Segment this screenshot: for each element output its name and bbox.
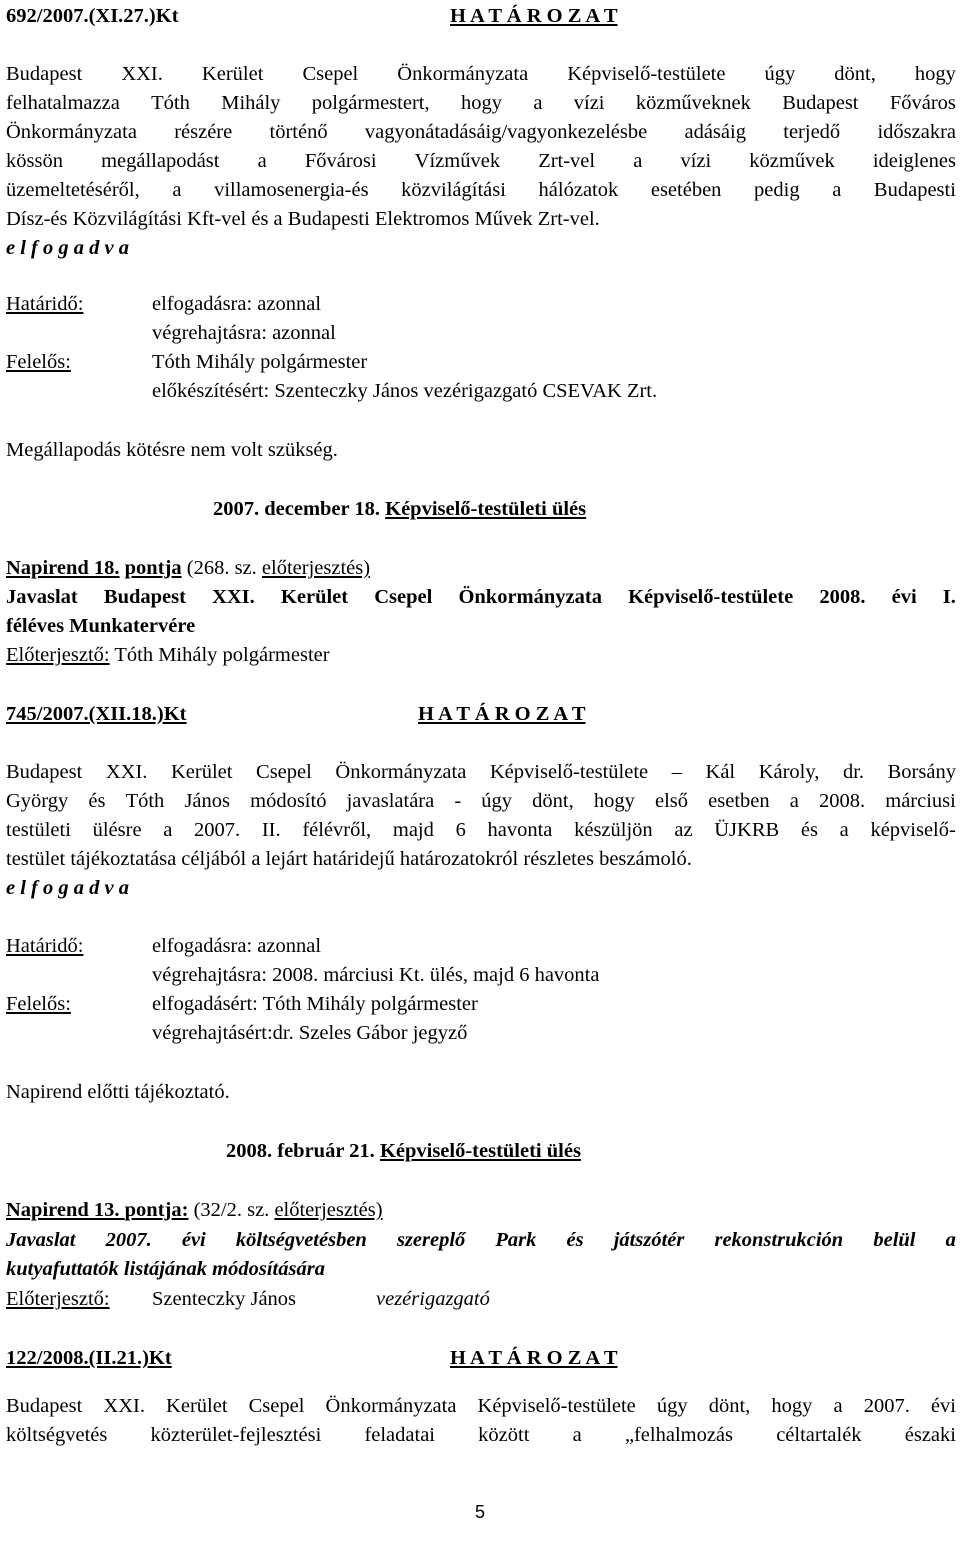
word: 2007. bbox=[863, 1395, 910, 1417]
word: a bbox=[945, 1229, 956, 1251]
resolution-number: 745/2007.(XII.18.)Kt bbox=[6, 703, 187, 725]
word: XXI. bbox=[212, 586, 255, 608]
word: a bbox=[839, 819, 849, 841]
word: Budapest bbox=[6, 761, 83, 783]
agenda-line bbox=[6, 558, 370, 579]
word: Javaslat bbox=[6, 1229, 76, 1251]
word: vagyonátadásáig/vagyonkezelésbe bbox=[364, 121, 648, 143]
resolution-title: H A T Á R O Z A T bbox=[450, 5, 618, 27]
word: képviselő- bbox=[870, 819, 956, 841]
word: hogy bbox=[914, 63, 956, 85]
proposal-title-line: féléves Munkatervére bbox=[6, 615, 196, 637]
note: Napirend előtti tájékoztató. bbox=[6, 1081, 230, 1103]
session-title: Képviselő-testületi ülés bbox=[385, 498, 587, 520]
word: hogy bbox=[593, 790, 635, 812]
word: dr. bbox=[842, 761, 865, 783]
word: pedig bbox=[754, 179, 800, 201]
word: megállapodást bbox=[101, 150, 220, 172]
word: és bbox=[566, 1229, 584, 1251]
word: a bbox=[633, 150, 643, 172]
word: belül bbox=[873, 1229, 916, 1251]
word: - bbox=[454, 790, 462, 812]
accepted-mark: e l f o g a d v a bbox=[6, 877, 129, 899]
agenda-ref: (268. sz. bbox=[181, 557, 262, 579]
agenda-item: Napirend 13. bbox=[6, 1199, 125, 1221]
word: Csepel bbox=[248, 1395, 305, 1417]
word: esetben bbox=[708, 790, 770, 812]
word: vízi bbox=[573, 92, 605, 114]
word: Önkormányzata bbox=[325, 1395, 457, 1417]
word: Zrt-vel bbox=[538, 150, 596, 172]
word: Csepel bbox=[256, 761, 312, 783]
agenda-item: Napirend 18. bbox=[6, 557, 120, 579]
body-line-last: Dísz-és Közvilágítási Kft-vel és a Budapesti Elektromos Művek Zrt-vel. bbox=[6, 208, 600, 230]
deadline-execution: végrehajtásra: azonnal bbox=[152, 322, 336, 344]
word: dönt, bbox=[532, 790, 574, 812]
word: költségvetés bbox=[6, 1424, 108, 1446]
word: úgy bbox=[481, 790, 513, 812]
word: első bbox=[655, 790, 689, 812]
word: XXI. bbox=[121, 63, 163, 85]
word: esetében bbox=[650, 179, 722, 201]
word: feladatai bbox=[364, 1424, 435, 1446]
word: Önkormányzata bbox=[397, 63, 529, 85]
word: részére bbox=[174, 121, 233, 143]
word: hálózatok bbox=[538, 179, 619, 201]
presenter-name: Szenteczky János bbox=[152, 1288, 297, 1310]
body-line bbox=[6, 762, 956, 783]
word: ülésre bbox=[92, 819, 142, 841]
body-line bbox=[6, 1425, 956, 1446]
body-line bbox=[6, 93, 956, 114]
word: időszakra bbox=[877, 121, 956, 143]
deadline-label: Határidő: bbox=[6, 935, 84, 957]
word: évi bbox=[930, 1395, 956, 1417]
session-date: 2007. december 18. bbox=[213, 498, 386, 520]
responsible-execution: végrehajtásért:dr. Szeles Gábor jegyző bbox=[152, 1022, 468, 1044]
word: 2007. bbox=[105, 1229, 152, 1251]
word: üzemeltetéséről, bbox=[6, 179, 140, 201]
word: Önkormányzata bbox=[458, 586, 602, 608]
word: Budapest bbox=[6, 63, 83, 85]
proposal-title-line: kutyafuttatók listájának módosítására bbox=[6, 1258, 325, 1280]
word: 2007. bbox=[194, 819, 241, 841]
word: a bbox=[257, 150, 267, 172]
word: 6 bbox=[455, 819, 466, 841]
deadline-adoption: elfogadásra: azonnal bbox=[152, 293, 322, 315]
word: Kerület bbox=[201, 63, 264, 85]
word: a bbox=[572, 1424, 582, 1446]
word: 2008. bbox=[819, 790, 866, 812]
word: kössön bbox=[6, 150, 63, 172]
responsible-adoption: elfogadásért: Tóth Mihály polgármester bbox=[152, 993, 478, 1015]
word: Kerület bbox=[166, 1395, 228, 1417]
word: hogy bbox=[771, 1395, 813, 1417]
page-number: 5 bbox=[475, 1502, 486, 1522]
deadline-adoption: elfogadásra: azonnal bbox=[152, 935, 322, 957]
session-heading bbox=[213, 499, 586, 520]
body-line-last: testület tájékoztatása céljából a lejárt határidejű határozatokról részletes beszámoló. bbox=[6, 848, 692, 870]
resolution-title: H A T Á R O Z A T bbox=[450, 1347, 618, 1369]
accepted-mark: e l f o g a d v a bbox=[6, 237, 129, 259]
word: adásáig bbox=[684, 121, 746, 143]
body-line bbox=[6, 122, 956, 143]
word: Károly, bbox=[758, 761, 820, 783]
word: az bbox=[674, 819, 693, 841]
word: javaslatára bbox=[346, 790, 435, 812]
presenter-line bbox=[6, 645, 330, 666]
word: céltartalék bbox=[776, 1424, 862, 1446]
word: I. bbox=[942, 586, 956, 608]
word: majd bbox=[392, 819, 434, 841]
word: Borsány bbox=[887, 761, 956, 783]
proposal-title-line bbox=[6, 587, 956, 608]
presenter-label: Előterjesztő: bbox=[6, 1288, 110, 1310]
word: évi bbox=[181, 1229, 206, 1251]
word: közvilágítási bbox=[401, 179, 506, 201]
word: módosító bbox=[250, 790, 327, 812]
word: közműveknek bbox=[635, 92, 751, 114]
word: a bbox=[789, 790, 799, 812]
body-line bbox=[6, 820, 956, 841]
word: dönt, bbox=[834, 63, 876, 85]
word: felhatalmazza bbox=[6, 92, 120, 114]
word: úgy bbox=[764, 63, 796, 85]
word: készüljön bbox=[574, 819, 653, 841]
resolution-number: 692/2007.(XI.27.)Kt bbox=[6, 5, 179, 27]
word: a bbox=[163, 819, 173, 841]
word: Kerület bbox=[280, 586, 349, 608]
word: vízi bbox=[680, 150, 712, 172]
word: Budapest bbox=[782, 92, 859, 114]
word: közterület-fejlesztési bbox=[150, 1424, 322, 1446]
word: Képviselő-testülete bbox=[567, 63, 726, 85]
word: Javaslat bbox=[6, 586, 78, 608]
word: és bbox=[88, 790, 106, 812]
word: dönt, bbox=[708, 1395, 751, 1417]
body-line bbox=[6, 64, 956, 85]
word: költségvetésben bbox=[235, 1229, 367, 1251]
agenda-line bbox=[6, 1200, 383, 1221]
word: történő bbox=[269, 121, 328, 143]
word: terjedő bbox=[783, 121, 841, 143]
word: közművek bbox=[749, 150, 835, 172]
presenter-label: Előterjesztő: bbox=[6, 644, 110, 666]
responsible-label: Felelős: bbox=[6, 351, 71, 373]
body-line bbox=[6, 1396, 956, 1417]
agenda-ref: (32/2. sz. bbox=[188, 1199, 275, 1221]
body-line bbox=[6, 180, 956, 201]
word: évi bbox=[891, 586, 917, 608]
word: félévről, bbox=[302, 819, 372, 841]
resolution-number: 122/2008.(II.21.)Kt bbox=[6, 1347, 172, 1369]
word: havonta bbox=[487, 819, 553, 841]
word: Csepel bbox=[374, 586, 433, 608]
word: márciusi bbox=[885, 790, 956, 812]
word: Főváros bbox=[889, 92, 956, 114]
word: Tóth bbox=[151, 92, 190, 114]
word: úgy bbox=[656, 1395, 688, 1417]
word: a bbox=[833, 1395, 843, 1417]
word: között bbox=[478, 1424, 530, 1446]
proposal-title-line bbox=[6, 1230, 956, 1251]
word: Önkormányzata bbox=[6, 121, 137, 143]
resolution-title: H A T Á R O Z A T bbox=[418, 703, 586, 725]
word: XXI. bbox=[103, 1395, 145, 1417]
word: polgármestert, bbox=[311, 92, 430, 114]
word: a bbox=[172, 179, 182, 201]
word: „felhalmozás bbox=[624, 1424, 734, 1446]
word: a bbox=[832, 179, 842, 201]
word: Önkormányzata bbox=[335, 761, 467, 783]
presenter-name: Tóth Mihály polgármester bbox=[109, 644, 330, 666]
word: és bbox=[800, 819, 818, 841]
word: János bbox=[184, 790, 230, 812]
word: ÜJKRB bbox=[714, 819, 780, 841]
session-heading bbox=[226, 1141, 581, 1162]
word: Budapest bbox=[6, 1395, 83, 1417]
session-date: 2008. február 21. bbox=[226, 1140, 380, 1162]
word: XXI. bbox=[105, 761, 148, 783]
body-line bbox=[6, 791, 956, 812]
word: rekonstrukción bbox=[714, 1229, 844, 1251]
deadline-label: Határidő: bbox=[6, 293, 84, 315]
word: Csepel bbox=[302, 63, 359, 85]
presenter-role: vezérigazgató bbox=[376, 1288, 490, 1310]
word: Képviselő-testülete bbox=[489, 761, 649, 783]
word: Kerület bbox=[170, 761, 233, 783]
word: Budapesti bbox=[873, 179, 956, 201]
word: testületi bbox=[6, 819, 71, 841]
deadline-execution: végrehajtásra: 2008. márciusi Kt. ülés, majd 6 havonta bbox=[152, 964, 600, 986]
responsible-person: Tóth Mihály polgármester bbox=[152, 351, 368, 373]
word: a bbox=[533, 92, 543, 114]
word: északi bbox=[904, 1424, 956, 1446]
word: Budapest bbox=[103, 586, 186, 608]
word: György bbox=[6, 790, 69, 812]
word: Kál bbox=[705, 761, 736, 783]
responsible-preparation: előkészítésért: Szenteczky János vezérigazgató CSEVAK Zrt. bbox=[152, 380, 658, 402]
word: villamosenergia-és bbox=[214, 179, 369, 201]
word: játszótér bbox=[613, 1229, 685, 1251]
word: hogy bbox=[460, 92, 502, 114]
word: Tóth bbox=[125, 790, 165, 812]
word: Képviselő-testülete bbox=[628, 586, 794, 608]
word: Park bbox=[495, 1229, 537, 1251]
word: Vízművek bbox=[414, 150, 501, 172]
responsible-label: Felelős: bbox=[6, 993, 71, 1015]
note: Megállapodás kötésre nem volt szükség. bbox=[6, 439, 338, 461]
word: szereplő bbox=[396, 1229, 466, 1251]
word: ideiglenes bbox=[872, 150, 956, 172]
word: 2008. bbox=[819, 586, 866, 608]
word: – bbox=[671, 761, 682, 783]
presenter-line bbox=[6, 1289, 110, 1310]
agenda-proposal: előterjesztés) bbox=[274, 1199, 383, 1221]
agenda-proposal: előterjesztés) bbox=[261, 557, 371, 579]
agenda-pontja: pontja: bbox=[124, 1199, 189, 1221]
agenda-pontja: pontja bbox=[124, 557, 182, 579]
body-line bbox=[6, 151, 956, 172]
word: Fővárosi bbox=[304, 150, 377, 172]
word: II. bbox=[261, 819, 281, 841]
word: Mihály bbox=[221, 92, 281, 114]
word: Képviselő-testülete bbox=[477, 1395, 636, 1417]
session-title: Képviselő-testületi ülés bbox=[379, 1140, 581, 1162]
